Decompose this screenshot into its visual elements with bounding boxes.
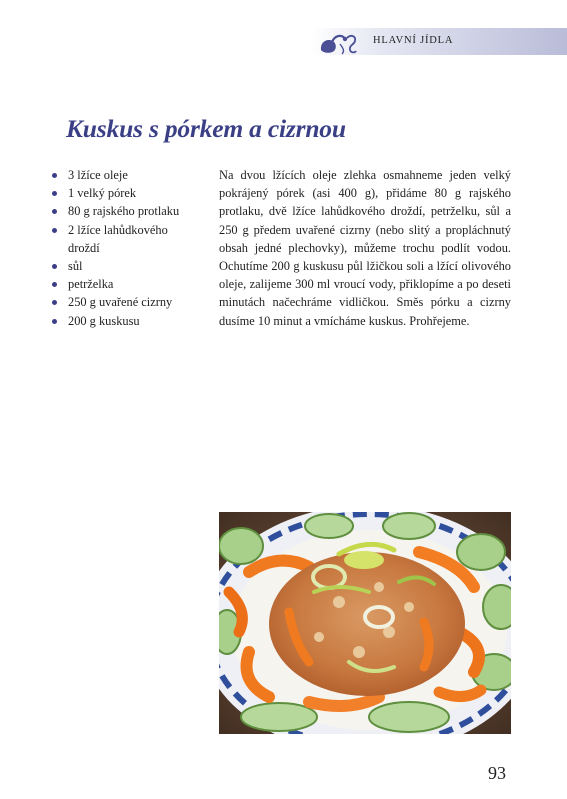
ingredient-item [52, 184, 202, 202]
section-label: HLAVNÍ JÍDLA [373, 35, 454, 46]
ingredient-item [52, 293, 202, 311]
ingredient-text: 3 lžíce oleje [68, 168, 128, 182]
dish-photo-illustration [219, 512, 511, 734]
bullet-icon [52, 282, 57, 287]
ingredient-text: 1 velký pórek [68, 186, 137, 201]
ingredient-item [52, 221, 202, 257]
ingredient-item [52, 202, 202, 220]
ingredient-list [52, 166, 202, 330]
bullet-icon [52, 228, 57, 233]
bullet-icon [52, 209, 57, 214]
bullet-icon [52, 300, 57, 305]
page-number: 93 [488, 763, 506, 783]
ingredient-item [52, 275, 202, 293]
bullet-icon [52, 173, 57, 178]
ingredient-text: 80 g rajského protlaku [68, 204, 180, 219]
ingredient-item [52, 312, 202, 330]
ingredient-text: 2 lžíce lahůdkového droždí [68, 222, 168, 255]
ingredient-text: petrželka [68, 277, 114, 292]
ingredient-item [52, 257, 202, 275]
swan-ornament-icon [318, 30, 360, 56]
ingredient-text: 250 g uvařené cizrny [68, 295, 173, 310]
ingredient-text: sůl [68, 259, 83, 274]
ingredient-text: 200 g kuskusu [68, 313, 140, 328]
recipe-instructions: Na dvou lžících oleje zlehka osmahneme jeden velký pokrájený pórek (asi 400 g), přidáme 80 g rajského protlaku, dvě lžíce lahůdkového droždí, petrželku, sůl a 250 g předem uvařené cizrny (nebo slitý a propláchnutý obsah jedné plechovky), můžeme trochu podlít vodou. Ochutíme 200 g kuskusu půl lžičkou soli a lžící olivového oleje, zalijeme 300 ml vroucí vody, přiklopíme a po deseti minutách načechráme vidličkou. Směs pórku a cizrny dusíme 10 minut a vmícháme kuskus. Prohřejeme. [219, 168, 511, 328]
bullet-icon [52, 319, 57, 324]
recipe-title: Kuskus s pórkem a cizrnou [66, 114, 346, 143]
bullet-icon [52, 191, 57, 196]
dish-photo [219, 512, 511, 734]
ingredient-item [52, 166, 202, 184]
bullet-icon [52, 264, 57, 269]
